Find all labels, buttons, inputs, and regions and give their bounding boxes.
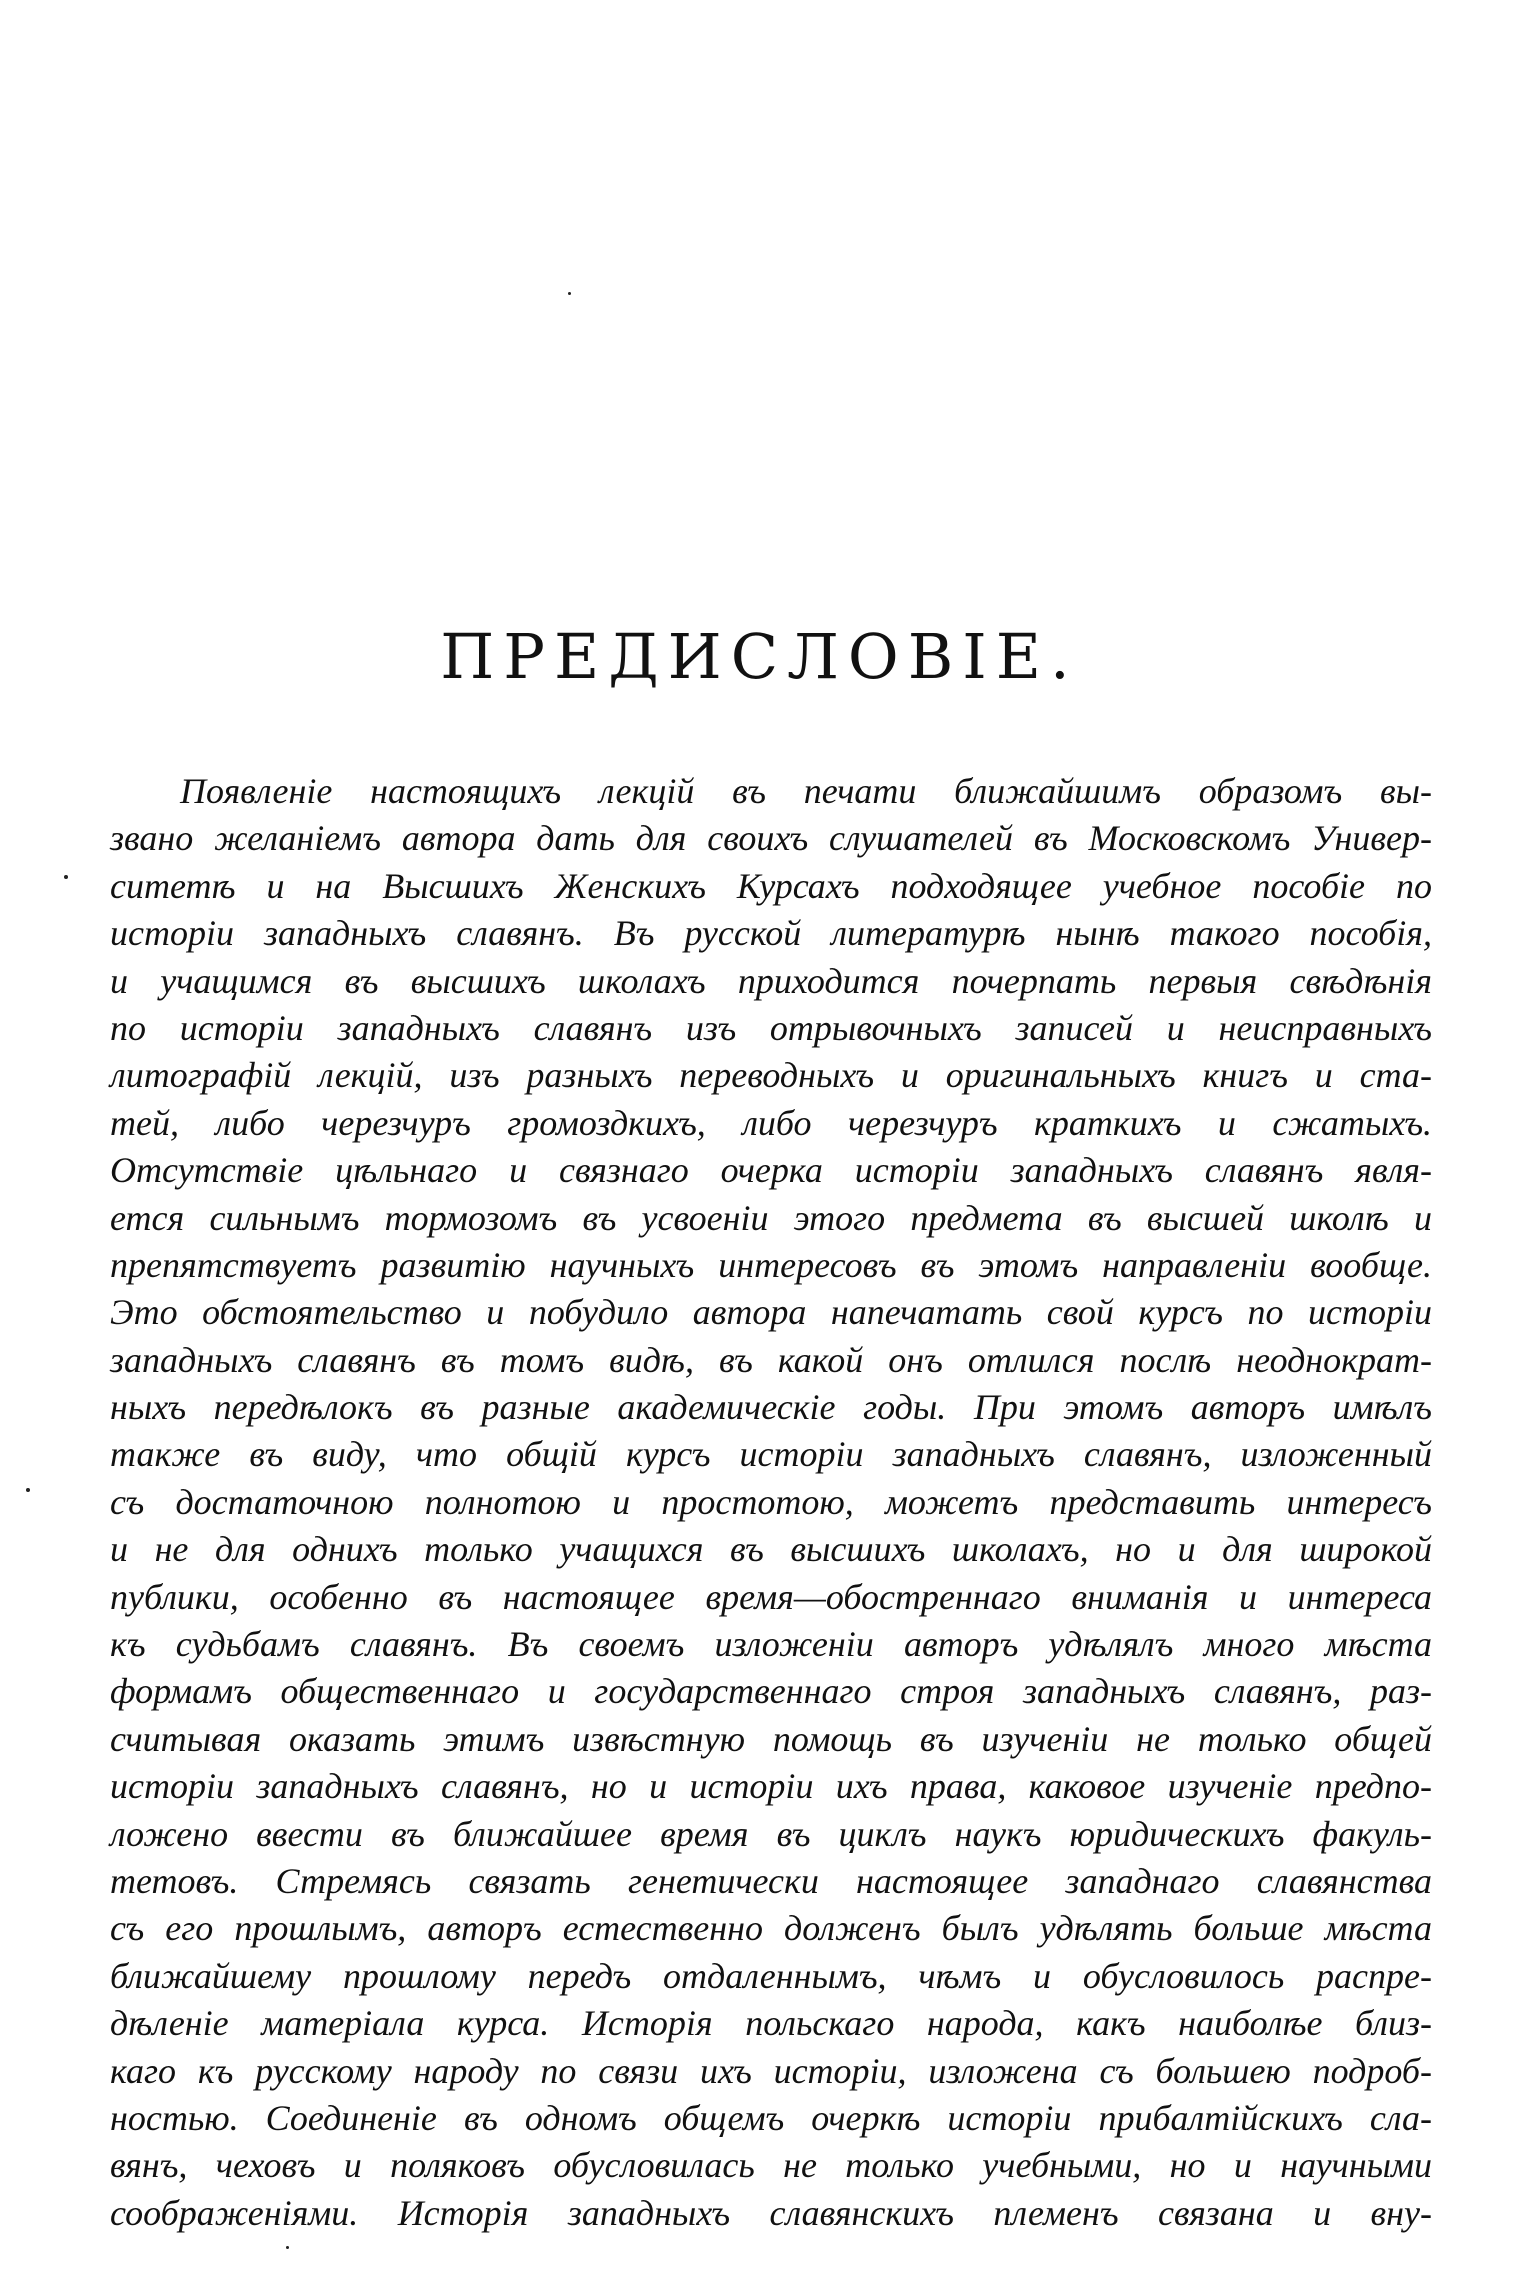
text-line: Появленіе настоящихъ лекцій въ печати ближайшимъ образомъ вы- xyxy=(180,771,1432,811)
text-line: считывая оказать этимъ извѣстную помощь въ изученіи не только общей xyxy=(110,1718,1432,1759)
text-line: Отсутствіе цѣльнаго и связнаго очерка исторіи западныхъ славянъ явля- xyxy=(110,1150,1432,1191)
text-line: съ его прошлымъ, авторъ естественно долженъ былъ удѣлять больше мѣста xyxy=(110,1908,1432,1949)
text-line: формамъ общественнаго и государственнаго строя западныхъ славянъ, раз- xyxy=(110,1671,1432,1712)
text-line: препятствуетъ развитію научныхъ интересовъ въ этомъ направленіи вообще. xyxy=(110,1244,1432,1285)
scan-speck xyxy=(64,875,68,879)
text-line: тетовъ. Стремясь связать генетически настоящее западнаго славянства xyxy=(110,1860,1432,1901)
text-line: ситетѣ и на Высшихъ Женскихъ Курсахъ подходящее учебное пособіе по xyxy=(110,865,1432,906)
text-line: исторіи западныхъ славянъ, но и исторіи ихъ права, каковое изученіе предпо- xyxy=(110,1766,1432,1807)
text-line: и не для однихъ только учащихся въ высшихъ школахъ, но и для широкой xyxy=(110,1529,1432,1570)
scan-speck xyxy=(286,2246,289,2249)
preface-paragraph xyxy=(110,768,1432,2237)
text-line: по исторіи западныхъ славянъ изъ отрывочныхъ записей и неисправныхъ xyxy=(110,1007,1432,1048)
text-line: также въ виду, что общій курсъ исторіи западныхъ славянъ, изложенный xyxy=(110,1434,1432,1475)
text-line: ныхъ передѣлокъ въ разные академическіе годы. При этомъ авторъ имѣлъ xyxy=(110,1387,1432,1428)
text-line: ется сильнымъ тормозомъ въ усвоеніи этого предмета въ высшей школѣ и xyxy=(110,1197,1432,1238)
text-line: исторіи западныхъ славянъ. Въ русской литературѣ нынѣ такого пособія, xyxy=(110,913,1432,954)
scan-speck xyxy=(26,1488,30,1492)
text-line: ложено ввести въ ближайшее время въ циклъ наукъ юридическихъ факуль- xyxy=(110,1813,1432,1854)
text-line: тей, либо черезчуръ громоздкихъ, либо черезчуръ краткихъ и сжатыхъ. xyxy=(110,1102,1432,1143)
text-line: ностью. Соединеніе въ одномъ общемъ очеркѣ исторіи прибалтійскихъ сла- xyxy=(110,2097,1432,2138)
text-line: съ достаточною полнотою и простотою, можетъ представить интересъ xyxy=(110,1481,1432,1522)
text-line: западныхъ славянъ въ томъ видѣ, въ какой онъ отлился послѣ неоднократ- xyxy=(110,1339,1432,1380)
page-title: ПРЕДИСЛОВІЕ. xyxy=(440,620,1079,693)
text-line: дѣленіе матеріала курса. Исторія польскаго народа, какъ наиболѣе близ- xyxy=(110,2003,1432,2044)
text-line: Это обстоятельство и побудило автора напечатать свой курсъ по исторіи xyxy=(110,1292,1432,1333)
scan-speck xyxy=(568,292,571,295)
text-line: литографій лекцій, изъ разныхъ переводныхъ и оригинальныхъ книгъ и ста- xyxy=(110,1055,1432,1096)
text-line: къ судьбамъ славянъ. Въ своемъ изложеніи авторъ удѣлялъ много мѣста xyxy=(110,1624,1432,1665)
text-line: вянъ, чеховъ и поляковъ обусловилась не только учебными, но и научными xyxy=(110,2145,1432,2186)
text-line: соображеніями. Исторія западныхъ славянскихъ племенъ связана и вну- xyxy=(110,2192,1432,2233)
text-line: ближайшему прошлому передъ отдаленнымъ, чѣмъ и обусловилось распре- xyxy=(110,1955,1432,1996)
text-line: звано желаніемъ автора дать для своихъ слушателей въ Московскомъ Универ- xyxy=(110,818,1432,859)
text-line: каго къ русскому народу по связи ихъ исторіи, изложена съ большею подроб- xyxy=(110,2050,1432,2091)
text-line: и учащимся въ высшихъ школахъ приходится почерпать первыя свѣдѣнія xyxy=(110,960,1432,1001)
text-line: публики, особенно въ настоящее время—обостреннаго вниманія и интереса xyxy=(110,1576,1432,1617)
